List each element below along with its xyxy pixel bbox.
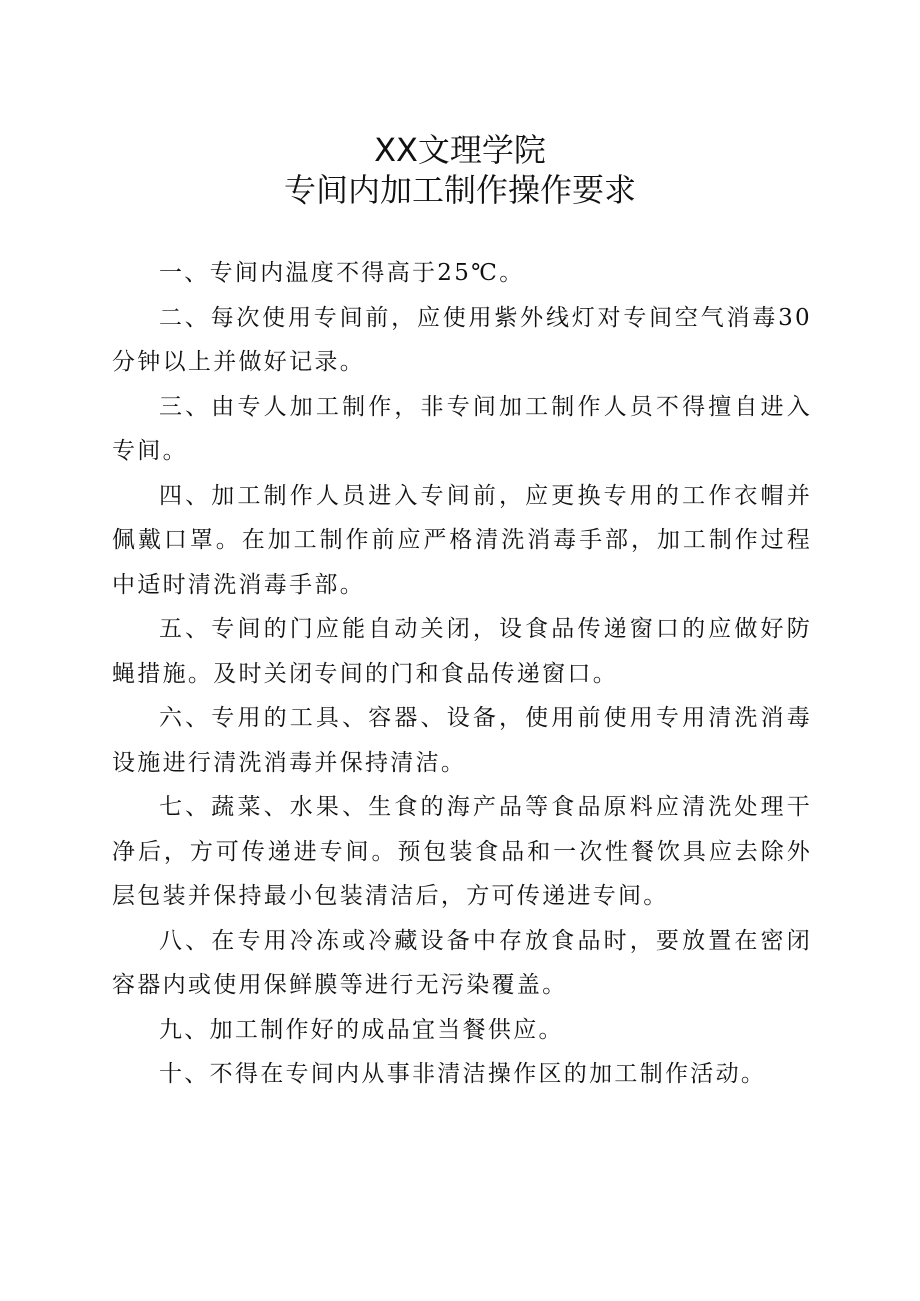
requirement-item-6: 六、专用的工具、容器、设备，使用前使用专用清洗消毒设施进行清洗消毒并保持清洁。	[112, 705, 812, 776]
requirement-item-7: 七、蔬菜、水果、生食的海产品等食品原料应清洗处理干净后，方可传递进专间。预包装食品和一次性餐饮具应去除外层包装并保持最小包装清洁后，方可传递进专间。	[112, 794, 812, 909]
requirement-item-2: 二、每次使用专间前，应使用紫外线灯对专间空气消毒30分钟以上并做好记录。	[112, 304, 812, 375]
title-heading: 专间内加工制作操作要求	[283, 171, 636, 209]
requirements-list	[112, 251, 812, 1097]
requirement-item-3: 三、由专人加工制作，非专间加工制作人员不得擅自进入专间。	[112, 393, 812, 464]
requirement-item-8: 八、在专用冷冻或冷藏设备中存放食品时，要放置在密闭容器内或使用保鲜膜等进行无污染覆盖。	[112, 927, 812, 998]
requirement-item-10: 十、不得在专间内从事非清洁操作区的加工制作活动。	[159, 1061, 767, 1087]
requirement-item-9: 九、加工制作好的成品宜当餐供应。	[159, 1016, 564, 1043]
title-institution: XX文理学院	[374, 131, 546, 169]
requirement-item-4: 四、加工制作人员进入专间前，应更换专用的工作衣帽并佩戴口罩。在加工制作前应严格清洗消毒手部，加工制作过程中适时清洗消毒手部。	[112, 482, 812, 598]
requirement-item-1: 一、专间内温度不得高于25℃。	[159, 260, 525, 286]
requirement-item-5: 五、专间的门应能自动关闭，设食品传递窗口的应做好防蝇措施。及时关闭专间的门和食品传递窗口。	[112, 616, 812, 687]
document-title	[0, 130, 920, 210]
